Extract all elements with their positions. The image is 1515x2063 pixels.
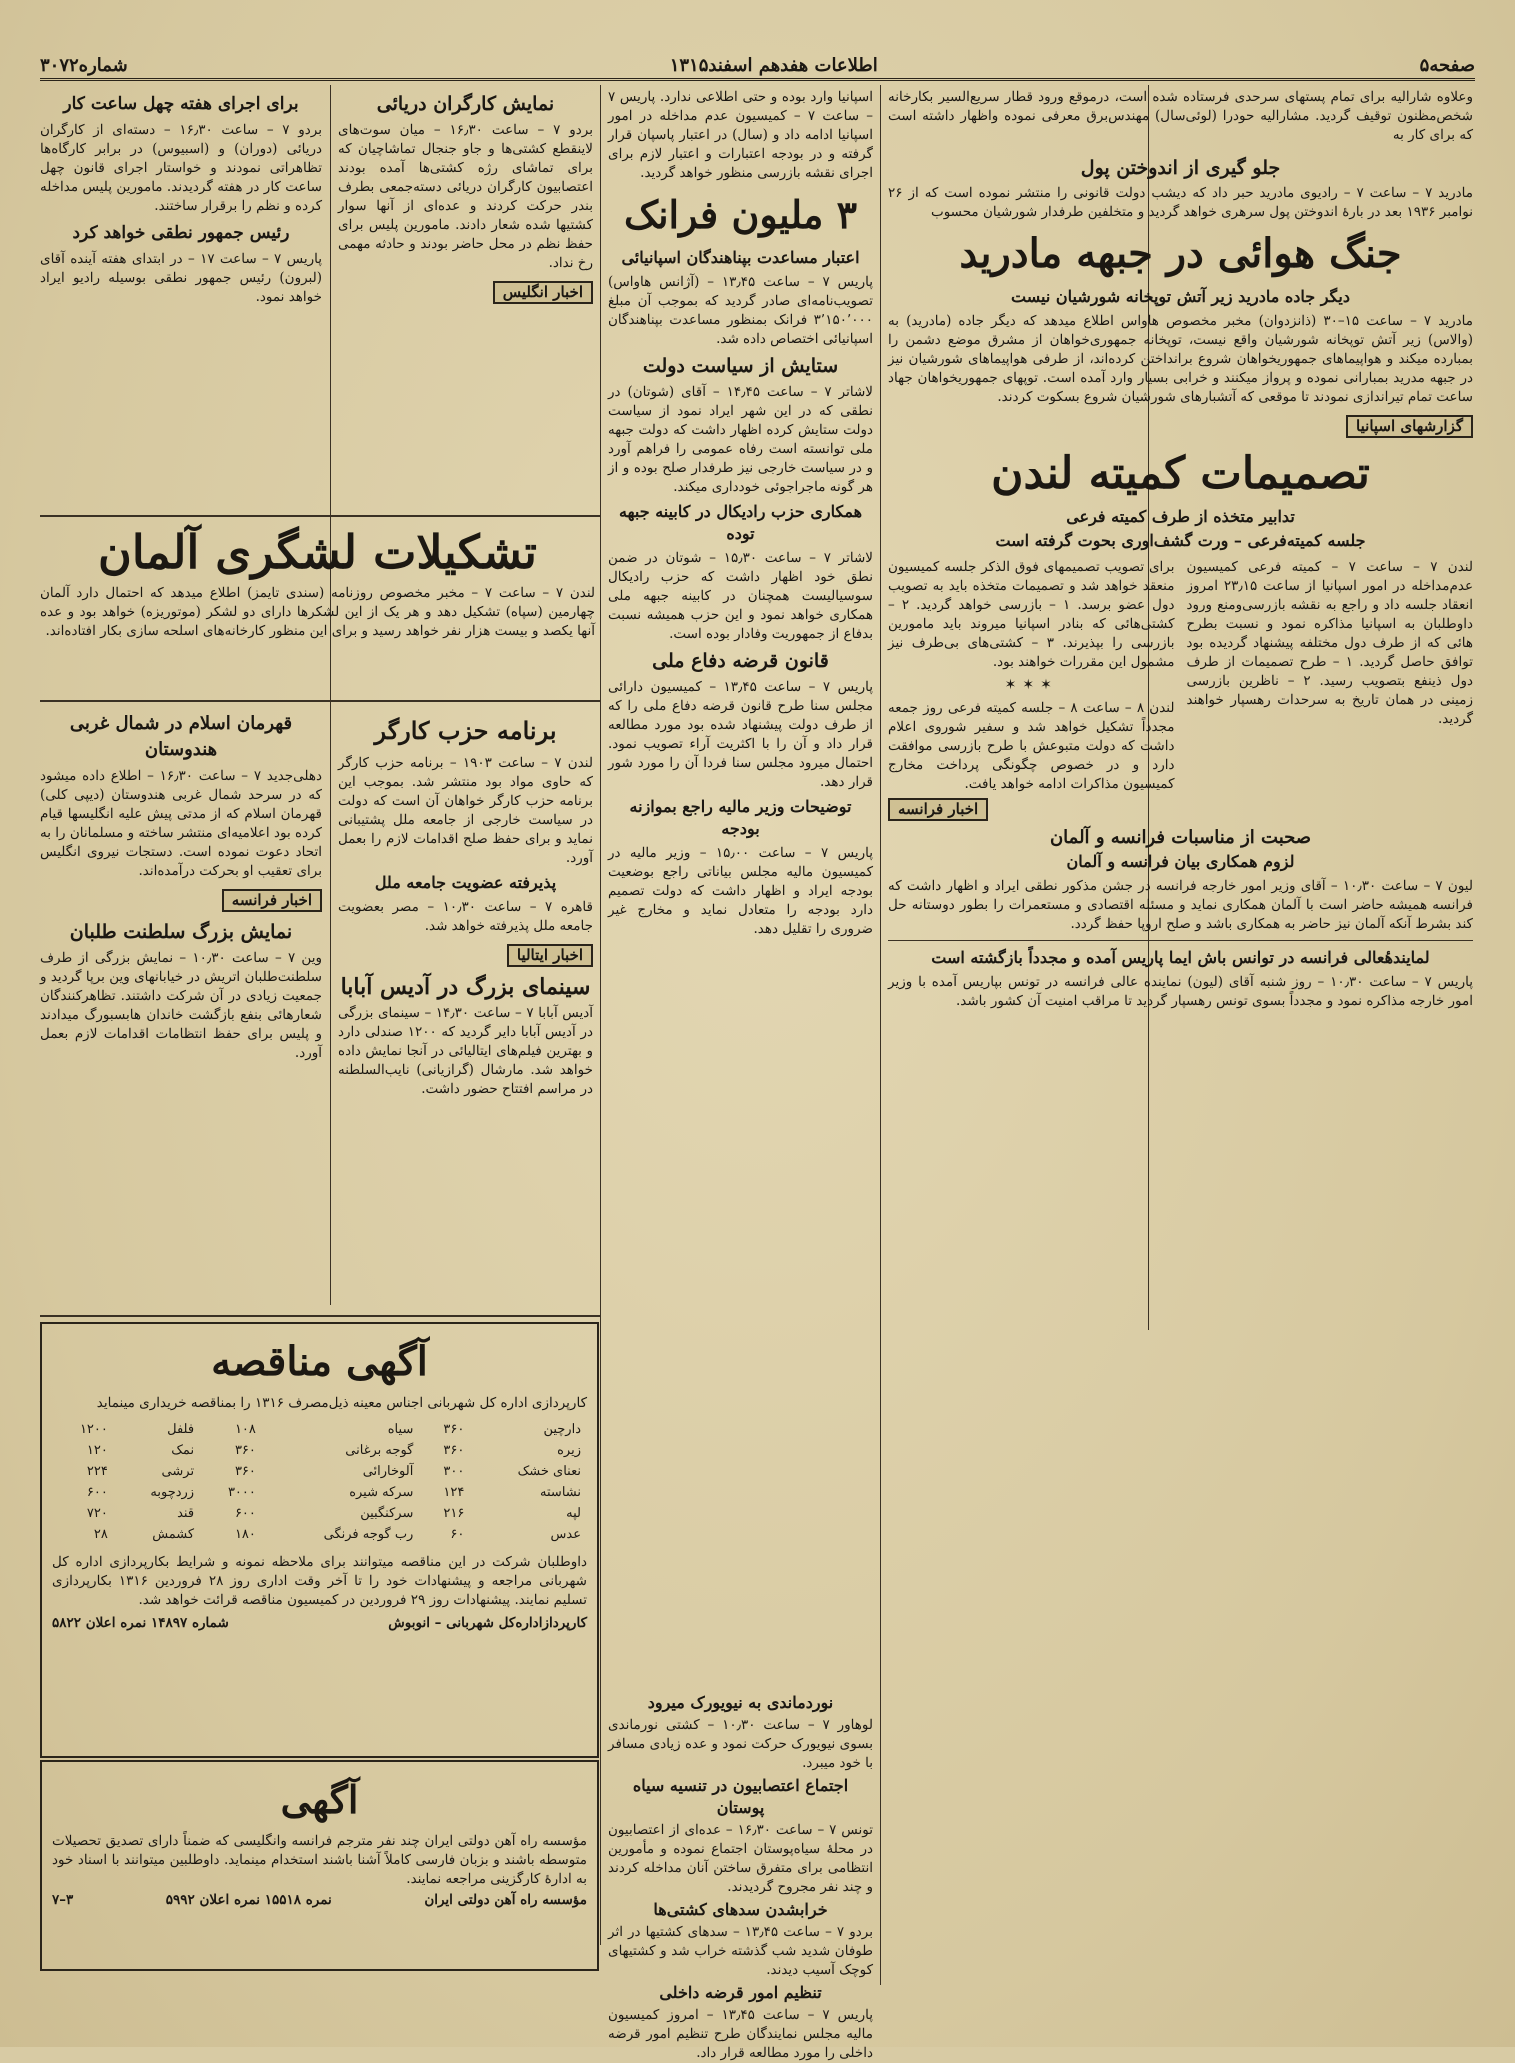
notice-title: آگهی bbox=[280, 1777, 359, 1822]
article-body: لوهاور ۷ – ساعت ۱۰٫۳۰ – کشتی نورماندی بسوی نیویورک حرکت نمود و عده زیادی مسافر با خود میبرد. bbox=[608, 1717, 873, 1771]
article-body: پاریس ۷ – ساعت ۱۳٫۴۵ – کمیسیون دارائی مجلس سنا طرح قانون قرضه دفاع ملی را که از طرف دولت پیشنهاد شده بود مورد مطالعه قرار داد و آن را با اکثریت آراء تصویب نمود. احتمال میرود مجلس سنا فردا آن را مورد شور قرار دهد. bbox=[608, 679, 873, 790]
tender-intro: کارپردازی اداره کل شهربانی اجناس معینه ذیل‌مصرف ۱۳۱۶ را بمناقصه خریداری مینماید bbox=[96, 1395, 587, 1411]
tender-row bbox=[52, 1440, 587, 1461]
subheadline-air-war: دیگر جاده مادرید زیر آتش توپخانه شورشیان نیست bbox=[1011, 287, 1350, 306]
tender-row bbox=[52, 1524, 587, 1545]
tender-cell: نعنای خشک bbox=[517, 1464, 581, 1479]
tender-cell: ۱۰۸ bbox=[234, 1422, 256, 1437]
headline-debt: تنظیم امور قرضه داخلی bbox=[659, 1983, 822, 2002]
section-england: اخبار انگلیس bbox=[493, 281, 593, 304]
article-body: دهلی‌جدید ۷ – ساعت ۱۶٫۳۰ – اطلاع داده میشود که در سرحد شمال غربی هندوستان (دیپی کلی) قهرمان اسلام که از مدتی پیش علیه انگلیسها قیام کرده بود اعلامیه‌ای منتشر ساخته و مسلمانان را به اتحاد دعوت نموده است. دستجات نیروی انگلیس برای تعقیب او بحرکت درآمده‌اند. bbox=[40, 768, 322, 879]
article-body: پاریس ۷ – ساعت ۱۷ – در ابتدای هفته آینده آقای (لبرون) رئیس جمهور نطقی بوسیله رادیو ایراد خواهد نمود. bbox=[40, 251, 322, 305]
tender-cell: ترشی bbox=[161, 1464, 195, 1479]
section-label bbox=[338, 277, 593, 308]
tender-cell: ۲۸ bbox=[93, 1527, 108, 1542]
article-body: لندن ۷ – ساعت ۷ – مخبر مخصوص روزنامه (سندی تایمز) اطلاع میدهد که احتمال دارد آلمان چهارمین (سپاه) تشکیل دهد و هر یک از این لشکرها دارای دو لشکر (موتوریزه) خواهد بود و عده آنها یکصد و بیست هزار نفر خواهد رسید و برای این منظور کارخانه‌های اسلحه سازی بکار افتاده‌اند. bbox=[40, 585, 595, 639]
headline-coop: همکاری حزب رادیکال در کابینه جبهه توده bbox=[618, 502, 863, 543]
tender-row bbox=[52, 1419, 587, 1440]
headline-money: جلو گیری از اندوختن پول bbox=[1080, 157, 1281, 179]
article-body: مادرید ۷ – ساعت ۱۵–۳۰ (ذانزدوان) مخبر مخصوص هاواس اطلاع میدهد که دیگر جاده (مادرید) به (والاس) زیر آتش توپخانه شورشیان واقع نیست، توپخانه جمهوری‌خواهان از مشرق موضع دشمن را بمبارده میکند و هواپیماهای جمهوریخواهان شروع برانداختن کرده‌اند، از طرفی هواپیماهای شورشیان نیز در جبهه مدرید بمبارانی نموده و پرواز میکنند و خرابی بسیار وارد آمده است. توپهای جمهوریخواهان جهاد ساعت تمام تیراندازی نمودند تا موقعی که آتشبارهای شورشیان شروع بسکوت کردند. bbox=[888, 313, 1473, 405]
tender-cell: سرکه شیره bbox=[349, 1485, 414, 1500]
tender-cell: آلوخارائی bbox=[362, 1464, 414, 1479]
headline-labour: برنامه حزب کارگر bbox=[374, 716, 557, 745]
tender-cell: قند bbox=[177, 1506, 195, 1521]
section-label bbox=[888, 794, 1473, 825]
headline-budget: توضیحات وزیر مالیه راجع بموازنه بودجه bbox=[629, 797, 852, 838]
article-body: وعلاوه‌ شارالیه‌ برای تمام پستهای‌ سرحدی فرستاده شده است، درموقع‌ ورود قطار سریع‌السیر بکارخانه شخص‌مظنون توقیف گردید. مشارالیه‌ حودرا (لوئی‌سال) مهندس‌برق معرفی نموده واظهار داشته است که برای کار به bbox=[888, 89, 1473, 143]
section-italy: اخبار ایتالیا bbox=[507, 944, 593, 967]
article-body: بردو ۷ – ساعت ۱۶٫۳۰ – دسته‌ای از کارگران دریائی (دوران) و (اسبیوس) در برابر کارگاه‌ها تظاهراتی نمودند و خواستار اجرای قانون چهل ساعت کار در هفته گردیدند. مامورین پلیس مداخله کرده و نظم را برقرار ساختند. bbox=[40, 122, 322, 214]
column-rule bbox=[600, 85, 601, 1945]
article-body: لیون ۷ – ساعت ۱۰٫۳۰ – آقای وزیر امور خارجه فرانسه در جشن مذکور نطقی ایراد و اظهار داشت که فرانسه همیشه حاضر است با آلمان همکاری نماید و مسئله اقتصادی و مستعمرات را بطور دوستانه حل کند بشرط آنکه آلمان نیز حاضر به همکاری باشد و صلح اروپا حفظ گردد. bbox=[888, 878, 1473, 932]
tender-cell: ۶۰۰ bbox=[234, 1506, 256, 1521]
subheadline-london-2: جلسه کمیته‌فرعی – ورت گشف‌اوری بحوت گرفته است bbox=[995, 531, 1366, 550]
tender-cell: کشمش bbox=[152, 1527, 195, 1542]
tender-cell: ۳۶۰ bbox=[443, 1422, 465, 1437]
section-france: اخبار فرانسه bbox=[888, 798, 988, 821]
headline-league: پذیرفته‌ عضویت جامعه ملل bbox=[374, 873, 557, 892]
tender-cell: ۳۶۰ bbox=[234, 1464, 256, 1479]
section-label bbox=[338, 940, 593, 971]
tender-sign: کارپردازاداره‌کل شهربانی – انوبوش bbox=[388, 1615, 587, 1631]
section-spain: گزارشهای اسپانیا bbox=[1346, 415, 1473, 438]
london-two-col bbox=[888, 558, 1473, 794]
notice-footer bbox=[52, 1891, 587, 1910]
tender-cell: نمک bbox=[171, 1443, 195, 1458]
headline-monarchists: نمایش بزرگ سلطنت طلبان bbox=[69, 921, 293, 943]
tender-cell: رب گوجه فرنگی bbox=[323, 1527, 414, 1542]
article-body: وین ۷ – ساعت ۱۰٫۳۰ – نمایش بزرگی از طرف سلطنت‌طلبان اتریش در خیابانهای وین برپا گردید و جمعیت زیادی در آن شرکت داشتند. تظاهرکنندگان شعارهائی بنفع بازگشت خاندان هابسبورگ میدادند و پلیس برای حفظ انتظامات اقدامات لازم بعمل آورد. bbox=[40, 950, 322, 1061]
tender-row bbox=[52, 1461, 587, 1482]
column-rule bbox=[880, 85, 881, 1985]
column-b-lower bbox=[608, 1690, 873, 2061]
headline-tunis: لمایندهٔعالی فرانسه در توانس باش ایما پاریس آمده و مجدداً بازگشته است bbox=[931, 948, 1430, 967]
article-body: قاهره ۷ – ساعت ۱۰٫۳۰ – مصر بعضویت جامعه ملل پذیرفته خواهد شد. bbox=[338, 899, 593, 934]
column-d-lower bbox=[40, 708, 322, 1308]
tender-row bbox=[52, 1482, 587, 1503]
tender-title: آگهی مناقصه bbox=[211, 1338, 428, 1385]
tender-cell: لپه bbox=[566, 1506, 581, 1521]
headline-army: تشکیلات لشگری آلمان bbox=[98, 525, 537, 579]
tender-cell: فلفل bbox=[167, 1422, 195, 1437]
notice-code: ۳–۷ bbox=[52, 1892, 74, 1908]
tender-cell: سرکنگبین bbox=[360, 1506, 414, 1521]
tender-cell: ۱۲۰۰ bbox=[79, 1422, 108, 1437]
tender-cell: ۷۲۰ bbox=[86, 1506, 108, 1521]
headline-london: تصمیمات کمیته لندن bbox=[991, 448, 1370, 499]
article-body: لاشاتر ۷ – ساعت ۱۵٫۳۰ – شوتان در ضمن نطق خود اظهار داشت که حزب رادیکال سوسیالیست همچنان در کابینه جبهه ملی همکاری خواهد نمود و این حزب همیشه نسبت بدفاع از جمهوریت وفادار بوده است. bbox=[608, 550, 873, 642]
headline-cinema: سینمای بزرگ در آدیس آبابا bbox=[340, 974, 591, 1000]
article-body: لاشاتر ۷ – ساعت ۱۴٫۴۵ – آقای (شوتان) در نطقی که در این شهر ایراد نمود از سیاست دولت ستایش کرده اظهار داشت که دولت جبهه ملی توانسته است رفاه عمومی را فراهم آورد و در سیاست خارجی نیز طرفدار صلح بوده و از هر گونه ماجراجوئی خودداری میکند. bbox=[608, 384, 873, 495]
issue-number: شماره۳۰۷۲ bbox=[40, 54, 128, 76]
tender-cell: ۲۱۶ bbox=[443, 1506, 465, 1521]
tender-cell: زیره bbox=[557, 1443, 581, 1458]
article-body: لندن ۸ – ساعت ۸ – جلسه کمیته فرعی روز جمعه مجدداً تشکیل خواهد شد و سفیر شوروی اعلام داشت که دولت متبوعش با طرح بازرسی موافقت دارد و در خصوص چگونگی پرداخت مخارج کمیسیون مذاکرات ادامه خواهد یافت. bbox=[888, 700, 1175, 792]
tender-ad bbox=[40, 1322, 599, 1758]
tender-sign-row bbox=[52, 1614, 587, 1633]
headline-strike: اجتماع اعتصابیون در تنسیه سیاه پوستان bbox=[632, 1776, 849, 1817]
paper-date: اطلاعات هفدهم اسفند۱۳۱۵ bbox=[669, 54, 878, 76]
headline-praise: ستایش از سیاست دولت bbox=[642, 355, 839, 377]
article-body: آدیس آبابا ۷ – ساعت ۱۴٫۳۰ – سینمای بزرگی در آدیس آبابا دایر گردید که ۱۲۰۰ صندلی دارد و بهترین فیلم‌های ایتالیائی در آنجا نمایش داده خواهد شد. مارشال (گرازیانی) نایب‌السلطنه در مراسم افتتاح حضور داشت. bbox=[338, 1005, 593, 1097]
section-label bbox=[888, 411, 1473, 442]
tender-cell: دارچین bbox=[543, 1422, 581, 1437]
tender-cell: سیاه bbox=[387, 1422, 414, 1437]
article-body: لندن ۷ – ساعت ۱۹۰۳ – برنامه حزب کارگر که حاوی مواد بود منتشر شد. بموجب این برنامه حزب کارگر خواهان آن است که دولت در سیاست خارجی از جامعه ملل پشتیبانی نماید و برای حفظ صلح اقدامات لازم را بعمل آورد. bbox=[338, 755, 593, 866]
section-label bbox=[40, 885, 322, 916]
tender-cell: ۳۰۰۰ bbox=[227, 1485, 256, 1500]
headline-normandie: نوردماندی به نیویورک میرود bbox=[647, 1693, 834, 1712]
headline-islam: قهرمان اسلام در شمال غربی هندوستان bbox=[69, 713, 293, 760]
tender-cell: ۲۲۴ bbox=[86, 1464, 108, 1479]
tender-row bbox=[52, 1503, 587, 1524]
headline-loan: قانون قرضه دفاع ملی bbox=[652, 650, 829, 672]
article-body: پاریس ۷ – ساعت ۱۳٫۴۵ – امروز کمیسیون مالیه مجلس نمایندگان طرح تنظیم امور قرضه داخلی را مورد مطالعه قرار داد. bbox=[608, 2007, 873, 2061]
intro-article bbox=[888, 88, 1473, 145]
subheadline-francs: اعتبار مساعدت بپناهندگان اسپانیائی bbox=[621, 248, 860, 267]
tender-numbers: شماره ۱۴۸۹۷ نمره اعلان ۵۸۲۲ bbox=[52, 1615, 229, 1631]
article-body: پاریس ۷ – ساعت ۱۵٫۰۰ – وزیر مالیه در کمیسیون مالیه مجلس بیاناتی راجع بوضعیت بودجه ایراد و اظهار داشت که دولت تصمیم دارد بودجه را متعادل نماید و مخارج غیر ضروری را تقلیل دهد. bbox=[608, 845, 873, 937]
railway-notice bbox=[40, 1760, 599, 1971]
tender-cell: ۳۶۰ bbox=[234, 1443, 256, 1458]
headline-air-war: جنگ هوائی در جبهه مادرید bbox=[959, 230, 1402, 277]
article-body: بردو ۷ – ساعت ۱۳٫۴۵ – سدهای کشتیها در اثر طوفان شدید شب گذشته خراب شد و کشتیهای کوچک آسیب دیدند. bbox=[608, 1924, 873, 1978]
tender-cell: ۳۰۰ bbox=[443, 1464, 465, 1479]
banner-rule bbox=[40, 515, 600, 517]
masthead bbox=[40, 52, 1475, 81]
subheadline-france: لزوم همکاری بیان فرانسه و آلمان bbox=[1066, 852, 1295, 871]
tender-table bbox=[52, 1419, 587, 1545]
headline-president: رئیس جمهور نطقی خواهد کرد bbox=[72, 223, 290, 243]
subheadline-london-1: تدابیر متخذه از طرف کمیته فرعی bbox=[1066, 507, 1295, 526]
article-body: پاریس ۷ – ساعت ۱۳٫۴۵ – (آژانس هاواس) تصویب‌نامه‌ای صادر گردید که بموجب آن مبلغ ۳٬۱۵۰٬۰۰۰ فرانک بمنظور مساعدت بپناهندگان اسپانیائی اختصاص داده شد. bbox=[608, 274, 873, 347]
tender-cell: ۶۰۰ bbox=[86, 1485, 108, 1500]
tender-cell: ۱۸۰ bbox=[234, 1527, 256, 1542]
article-body: اسپانیا وارد بوده و حتی اطلاعی ندارد. پاریس ۷ – ساعت ۷ – کمیسیون عدم مداخله در امور اسپانیا ادامه داد و (سال) در اعتبار پاسپان قرار گرفته و در بودجه اعتبارات و اعتبار لازم برای اجرای نقشه بازرسی منظور خواهد گردید. bbox=[608, 89, 873, 181]
column-b bbox=[608, 88, 873, 1948]
headline-hours: برای اجرای هفته چهل ساعت کار bbox=[63, 94, 299, 114]
tender-cell: گوجه برغانی bbox=[345, 1443, 414, 1458]
tender-cell: نشاسته bbox=[540, 1485, 581, 1500]
banner-rule bbox=[40, 700, 600, 702]
notice-text: مؤسسه راه آهن دولتی ایران چند نفر مترجم فرانسه وانگلیسی که ضمناً دارای تصدیق تحصیلات متوسطه باشند و بزبان فارسی کاملاً آشنا باشند استخدام مینماید. داوطلبین میتوانند با اسناد خود به ادارهٔ کارگزینی مراجعه نمایند. bbox=[52, 1833, 587, 1887]
headline-naval: نمایش کارگران دریائی bbox=[376, 93, 555, 115]
headline-france: صحبت از مناسبات فرانسه و آلمان bbox=[1049, 827, 1312, 848]
london-left bbox=[888, 558, 1175, 794]
column-a bbox=[888, 88, 1473, 2028]
article-body: برای تصویب تصمیمهای فوق الذکر جلسه کمیسیون منعقد خواهد شد و تصمیمات متخذه باید به تصویب دول عضو برسد. ۱ – بازرسی خواهد گردید. ۲ – کشتی‌هائی که بنادر اسپانیا میروند باید مامورین بازرسی را بپذیرند. ۳ – کشتی‌های بی‌طرف نیز مشمول این مقررات خواهند بود. bbox=[888, 559, 1175, 670]
article-body: لندن ۷ – ساعت ۷ – کمیته فرعی کمیسیون عدم‌مداخله در امور اسپانیا از ساعت ۲۳٫۱۵ امروز انعقاد جلسه داد و راجع به نقشه بازرسی‌ومنع‌ ورود داوطلبان به اسپانیا مذاکره نمود و نسبت بطرح هائی که از طرف دول مختلفه پیشنهاد گردیده بود توافق حاصل گردید. ۱ – طرح تصمیمات از طرف دول ذینفع بتصویب رسید. ۲ – ناظرین بازرسی زمینی در همان تاریخ به سرحدات رهسپار خواهند گردید. bbox=[1186, 559, 1474, 727]
tender-footer: داوطلبان شرکت در این مناقصه میتوانند برای ملاحظه نمونه و شرایط بکارپردازی اداره کل شهربانی مراجعه و پیشنهادات خود را تا آخر وقت اداری روز ۲۸ فروردین ۱۳۱۶ بکارپردازی تسلیم نمایند. پیشنهادات روز ۲۹ فروردین در کمیسیون مناقصه قرائت خواهد شد. bbox=[52, 1554, 587, 1608]
separator-stars: ✶✶✶ bbox=[1004, 677, 1058, 693]
article-body: بردو ۷ – ساعت ۱۶٫۳۰ – میان سوت‌های لاینقطع کشتی‌ها و جاو جنجال تماشاچیان که برای تماشای رژه کشتی‌ها آمده بودند اعتصابیون کارگران دریائی دسته‌جمعی بطرف بندر حرکت کردند و عده‌ای از آنها سوار کشتیها شده شعار دادند. مامورین پلیس برای حفظ نظم در محل حاضر بودند و حادثه مهمی رخ نداد. bbox=[338, 122, 593, 271]
article-body: تونس ۷ – ساعت ۱۶٫۳۰ – عده‌ای از اعتصابیون در محلهٔ سیاه‌پوستان اجتماع نموده و مأمورین انتظامی برای متفرق ساختن آنان مداخله کردند و چند نفر مجروح گردیدند. bbox=[608, 1822, 873, 1895]
tender-cell: زردچوبه bbox=[150, 1485, 195, 1500]
headline-francs: ۳ ملیون فرانک bbox=[623, 192, 858, 237]
tender-cell: عدس bbox=[550, 1527, 581, 1542]
column-c-lower bbox=[338, 708, 593, 1308]
article-body: پاریس ۷ – ساعت ۱۰٫۳۰ – روز شنبه آقای (لیون) نماینده عالی فرانسه در تونس بپاریس آمده با وزیر امور خارجه مذاکره نمود و مجدداً بسوی تونس رهسپار گردید تا مراقب امنیت آن کشور باشد. bbox=[888, 974, 1473, 1009]
tender-cell: ۱۲۴ bbox=[443, 1485, 465, 1500]
ad-rule bbox=[40, 1315, 600, 1317]
section-france-2: اخبار فرانسه bbox=[222, 889, 322, 912]
notice-numbers: نمره ۱۵۵۱۸ نمره اعلان ۵۹۹۲ bbox=[165, 1892, 332, 1908]
notice-sign: مؤسسه راه آهن دولتی ایران bbox=[424, 1892, 587, 1908]
tender-cell: ۳۶۰ bbox=[443, 1443, 465, 1458]
page-label: صفحه۵ bbox=[1419, 54, 1475, 76]
article-body: مادرید ۷ – ساعت ۷ – رادیوی مادرید حبر داد که دیشب دولت قانونی را منتشر نموده است که از ۲۶ نوامبر ۱۹۳۶ بعد در بارهٔ اندوختن پول سرهری خواهد گردید و متخلفین طرفدار شورشیان محسوب bbox=[888, 185, 1474, 220]
tender-cell: ۱۲۰ bbox=[86, 1443, 108, 1458]
headline-ships: خرابشدن سدهای کشتی‌ها bbox=[653, 1900, 828, 1919]
tender-cell: ۶۰ bbox=[450, 1527, 465, 1542]
army-banner bbox=[40, 520, 595, 700]
